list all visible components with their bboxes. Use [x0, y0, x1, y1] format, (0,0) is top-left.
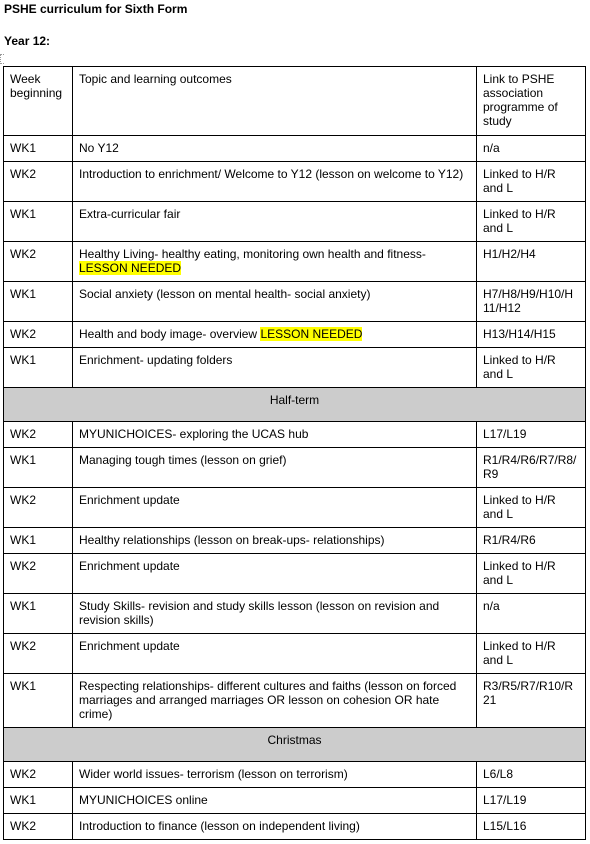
- half-term-break-row: [4, 388, 586, 422]
- table-row: [4, 242, 586, 282]
- header-link: Link to PSHE association programme of study: [477, 67, 586, 136]
- link-cell: Linked to H/R and L: [477, 162, 586, 202]
- table-header-row: [4, 67, 586, 136]
- link-cell: n/a: [477, 136, 586, 162]
- topic-cell: Enrichment update: [73, 554, 477, 594]
- header-topic: Topic and learning outcomes: [73, 67, 477, 136]
- link-cell: n/a: [477, 594, 586, 634]
- table-row: [4, 674, 586, 728]
- topic-cell: No Y12: [73, 136, 477, 162]
- link-cell: H7/H8/H9/H10/H11/H12: [477, 282, 586, 322]
- topic-cell: Enrichment update: [73, 634, 477, 674]
- topic-cell: Enrichment- updating folders: [73, 348, 477, 388]
- table-row: [4, 528, 586, 554]
- curriculum-table: [3, 66, 586, 840]
- topic-cell: Enrichment update: [73, 488, 477, 528]
- table-row: [4, 162, 586, 202]
- topic-cell: Introduction to enrichment/ Welcome to Y12 (lesson on welcome to Y12): [73, 162, 477, 202]
- topic-cell: [73, 322, 477, 348]
- table-row: [4, 594, 586, 634]
- topic-cell: Managing tough times (lesson on grief): [73, 448, 477, 488]
- table-row: [4, 348, 586, 388]
- link-cell: Linked to H/R and L: [477, 554, 586, 594]
- topic-cell: Introduction to finance (lesson on independent living): [73, 814, 477, 840]
- week-cell: WK2: [4, 634, 73, 674]
- topic-cell: [73, 242, 477, 282]
- link-cell: L15/L16: [477, 814, 586, 840]
- topic-cell: MYUNICHOICES- exploring the UCAS hub: [73, 422, 477, 448]
- table-anchor-mark: [0, 54, 4, 64]
- lesson-needed-highlight: LESSON NEEDED: [79, 261, 182, 275]
- topic-text: Health and body image- overview: [79, 327, 261, 341]
- link-cell: R1/R4/R6/R7/R8/R9: [477, 448, 586, 488]
- week-cell: WK1: [4, 136, 73, 162]
- table-row: [4, 554, 586, 594]
- week-cell: WK2: [4, 242, 73, 282]
- week-cell: WK2: [4, 554, 73, 594]
- link-cell: Linked to H/R and L: [477, 488, 586, 528]
- table-row: [4, 136, 586, 162]
- topic-cell: Wider world issues- terrorism (lesson on terrorism): [73, 762, 477, 788]
- topic-cell: Study Skills- revision and study skills lesson (lesson on revision and revision skills): [73, 594, 477, 634]
- week-cell: WK1: [4, 788, 73, 814]
- link-cell: Linked to H/R and L: [477, 202, 586, 242]
- table-row: [4, 282, 586, 322]
- topic-text: Healthy Living- healthy eating, monitoring own health and fitness-: [79, 247, 426, 261]
- christmas-break-row: [4, 728, 586, 762]
- link-cell: H1/H2/H4: [477, 242, 586, 282]
- break-label: Half-term: [4, 388, 586, 422]
- table-row: [4, 788, 586, 814]
- week-cell: WK2: [4, 762, 73, 788]
- topic-cell: MYUNICHOICES online: [73, 788, 477, 814]
- table-row: [4, 634, 586, 674]
- week-cell: WK2: [4, 322, 73, 348]
- week-cell: WK1: [4, 448, 73, 488]
- week-cell: WK2: [4, 422, 73, 448]
- lesson-needed-highlight: LESSON NEEDED: [260, 327, 363, 341]
- table-row: [4, 422, 586, 448]
- document-title: PSHE curriculum for Sixth Form: [4, 2, 188, 16]
- week-cell: WK1: [4, 202, 73, 242]
- week-cell: WK1: [4, 528, 73, 554]
- table-row: [4, 448, 586, 488]
- link-cell: Linked to H/R and L: [477, 348, 586, 388]
- week-cell: WK2: [4, 488, 73, 528]
- topic-cell: Extra-curricular fair: [73, 202, 477, 242]
- week-cell: WK1: [4, 282, 73, 322]
- topic-cell: Social anxiety (lesson on mental health- social anxiety): [73, 282, 477, 322]
- table-row: [4, 814, 586, 840]
- topic-cell: Healthy relationships (lesson on break-ups- relationships): [73, 528, 477, 554]
- week-cell: WK1: [4, 594, 73, 634]
- header-week: Week beginning: [4, 67, 73, 136]
- link-cell: L6/L8: [477, 762, 586, 788]
- break-label: Christmas: [4, 728, 586, 762]
- link-cell: L17/L19: [477, 422, 586, 448]
- week-cell: WK2: [4, 162, 73, 202]
- year-heading: Year 12:: [4, 34, 51, 48]
- link-cell: R3/R5/R7/R10/R21: [477, 674, 586, 728]
- table-row: [4, 762, 586, 788]
- link-cell: H13/H14/H15: [477, 322, 586, 348]
- link-cell: L17/L19: [477, 788, 586, 814]
- table-row: [4, 202, 586, 242]
- topic-cell: Respecting relationships- different cultures and faiths (lesson on forced marriages and arranged marriages OR lesson on cohesion OR hate crime): [73, 674, 477, 728]
- table-row: [4, 322, 586, 348]
- link-cell: Linked to H/R and L: [477, 634, 586, 674]
- week-cell: WK1: [4, 674, 73, 728]
- week-cell: WK2: [4, 814, 73, 840]
- table-row: [4, 488, 586, 528]
- link-cell: R1/R4/R6: [477, 528, 586, 554]
- week-cell: WK1: [4, 348, 73, 388]
